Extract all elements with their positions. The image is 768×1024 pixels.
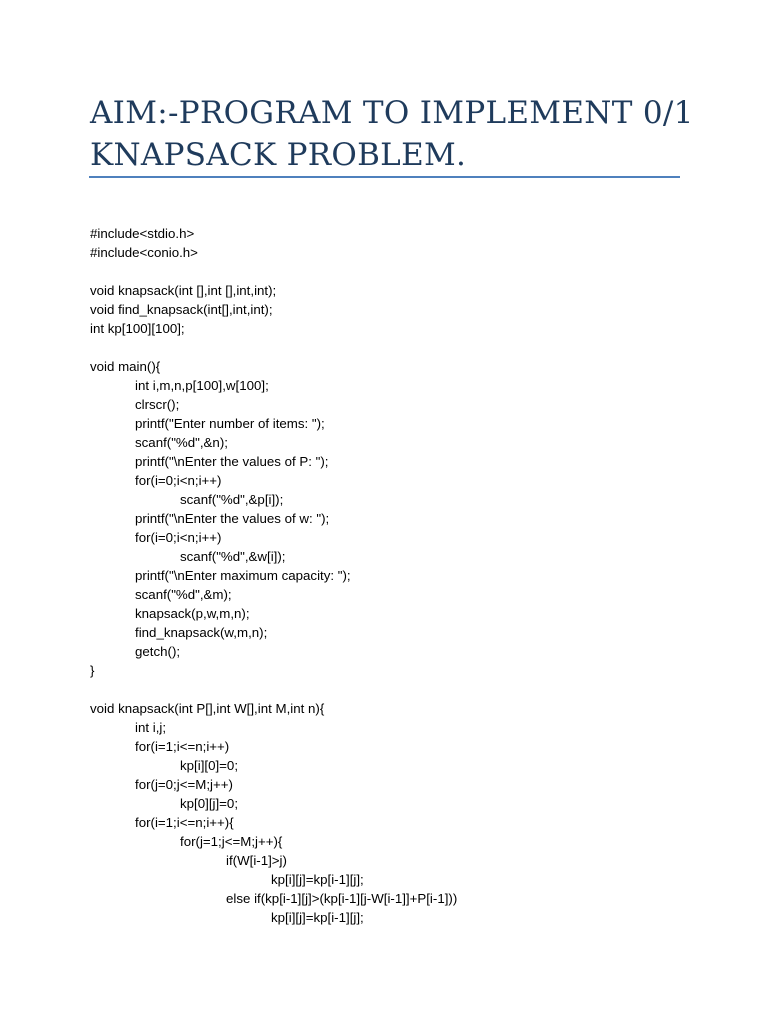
code-line: scanf("%d",&w[i]);: [180, 549, 286, 564]
document-title: [90, 92, 694, 176]
code-line: printf("\nEnter the values of P: ");: [135, 454, 329, 469]
code-line: kp[i][j]=kp[i-1][j];: [271, 872, 364, 887]
code-line: for(i=1;i<=n;i++){: [135, 815, 234, 830]
code-line: }: [90, 663, 95, 678]
code-line: void knapsack(int P[],int W[],int M,int n){: [90, 701, 325, 716]
code-line: knapsack(p,w,m,n);: [135, 606, 250, 621]
code-line: for(i=1;i<=n;i++): [135, 739, 230, 754]
code-line-blank: [90, 680, 730, 699]
title-line: AIM:-PROGRAM TO IMPLEMENT 0/1: [90, 95, 694, 131]
code-line: for(i=0;i<n;i++): [135, 530, 222, 545]
code-line: for(i=0;i<n;i++): [135, 473, 222, 488]
code-line: #include<stdio.h>: [90, 226, 195, 241]
code-line: kp[i][0]=0;: [180, 758, 239, 773]
code-line: if(W[i-1]>j): [226, 853, 287, 868]
code-block: [90, 224, 730, 927]
code-line: void find_knapsack(int[],int,int);: [90, 302, 273, 317]
code-line: int i,j;: [135, 720, 167, 735]
title-line: KNAPSACK PROBLEM.: [90, 137, 467, 173]
code-line: scanf("%d",&p[i]);: [180, 492, 284, 507]
code-line: kp[0][j]=0;: [180, 796, 239, 811]
code-line: else if(kp[i-1][j]>(kp[i-1][j-W[i-1]]+P[i-1])): [226, 891, 458, 906]
code-line: #include<conio.h>: [90, 245, 198, 260]
code-line: int kp[100][100];: [90, 321, 185, 336]
title-underline-rule: [89, 176, 680, 178]
code-line: kp[i][j]=kp[i-1][j];: [271, 910, 364, 925]
code-line-blank: [90, 262, 730, 281]
code-line: for(j=0;j<=M;j++): [135, 777, 233, 792]
code-line: scanf("%d",&m);: [135, 587, 232, 602]
code-line: printf("\nEnter the values of w: ");: [135, 511, 330, 526]
code-line: void main(){: [90, 359, 161, 374]
code-line: printf("\nEnter maximum capacity: ");: [135, 568, 351, 583]
code-line: int i,m,n,p[100],w[100];: [135, 378, 269, 393]
code-line: printf("Enter number of items: ");: [135, 416, 325, 431]
code-line: find_knapsack(w,m,n);: [135, 625, 268, 640]
code-line: scanf("%d",&n);: [135, 435, 228, 450]
code-line: getch();: [135, 644, 181, 659]
code-line: clrscr();: [135, 397, 180, 412]
code-line: void knapsack(int [],int [],int,int);: [90, 283, 277, 298]
code-line-blank: [90, 338, 730, 357]
code-line: for(j=1;j<=M;j++){: [180, 834, 283, 849]
